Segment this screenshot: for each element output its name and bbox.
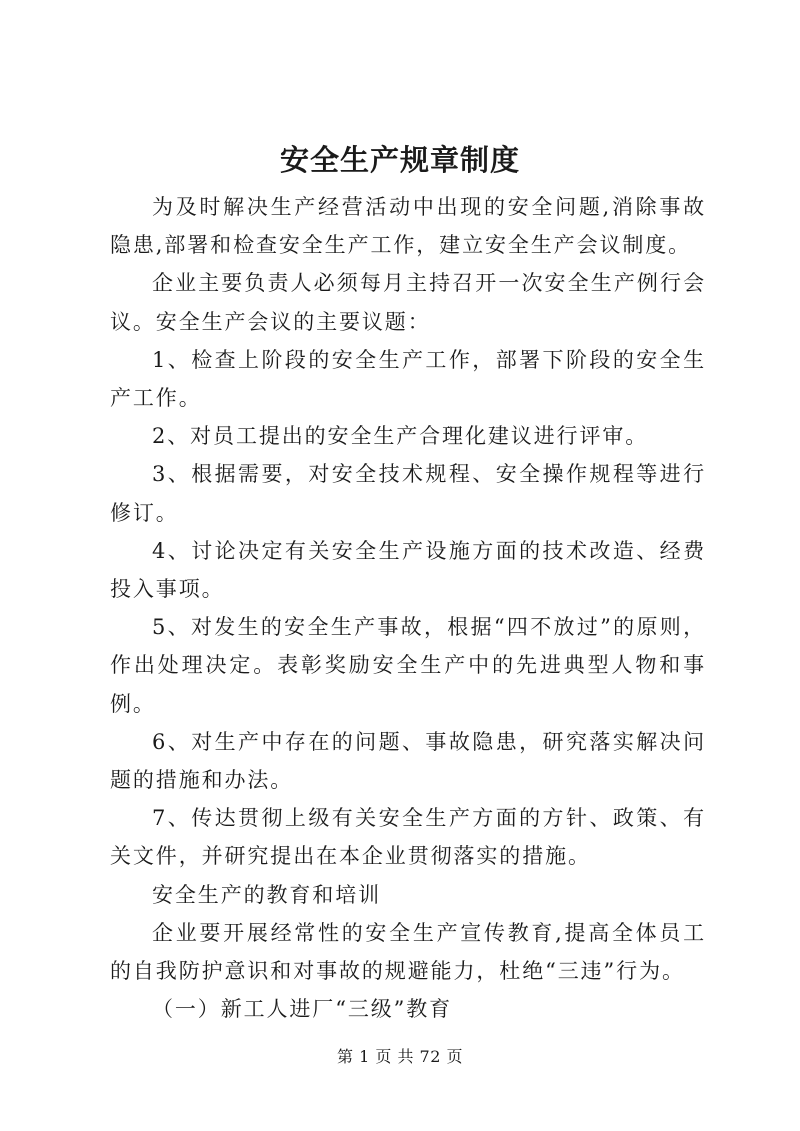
paragraph: 为及时解决生产经营活动中出现的安全问题,消除事故隐患,部署和检查安全生产工作，建立安全生产会议制度。 <box>110 195 706 258</box>
document-title: 安全生产规章制度 <box>279 143 520 177</box>
list-item: 1、检查上阶段的安全生产工作，部署下阶段的安全生产工作。 <box>110 347 706 411</box>
list-item: 4、讨论决定有关安全生产设施方面的技术改造、经费投入事项。 <box>110 538 706 602</box>
list-item: 7、传达贯彻上级有关安全生产方面的方针、政策、有关文件，并研究提出在本企业贯彻落实的措施。 <box>110 806 706 869</box>
list-item: 6、对生产中存在的问题、事故隐患，研究落实解决问题的措施和办法。 <box>110 729 706 793</box>
list-item: 2、对员工提出的安全生产合理化建议进行评审。 <box>152 424 649 449</box>
subsection-heading: （一）新工人进厂“三级”教育 <box>152 997 453 1022</box>
list-item: 5、对发生的安全生产事故，根据“四不放过”的原则，作出处理决定。表彰奖励安全生产中的先进典型人物和事例。 <box>110 615 706 716</box>
document-body <box>110 188 706 1028</box>
paragraph: 企业主要负责人必须每月主持召开一次安全生产例行会议。安全生产会议的主要议题： <box>110 271 706 334</box>
paragraph: 企业要开展经常性的安全生产宣传教育,提高全体员工的自我防护意识和对事故的规避能力，杜绝“三违”行为。 <box>110 920 706 984</box>
list-item: 3、根据需要，对安全技术规程、安全操作规程等进行修订。 <box>110 462 706 525</box>
page-number: 第 1 页 共 72 页 <box>337 1047 463 1066</box>
section-heading: 安全生产的教育和培训 <box>152 882 381 907</box>
